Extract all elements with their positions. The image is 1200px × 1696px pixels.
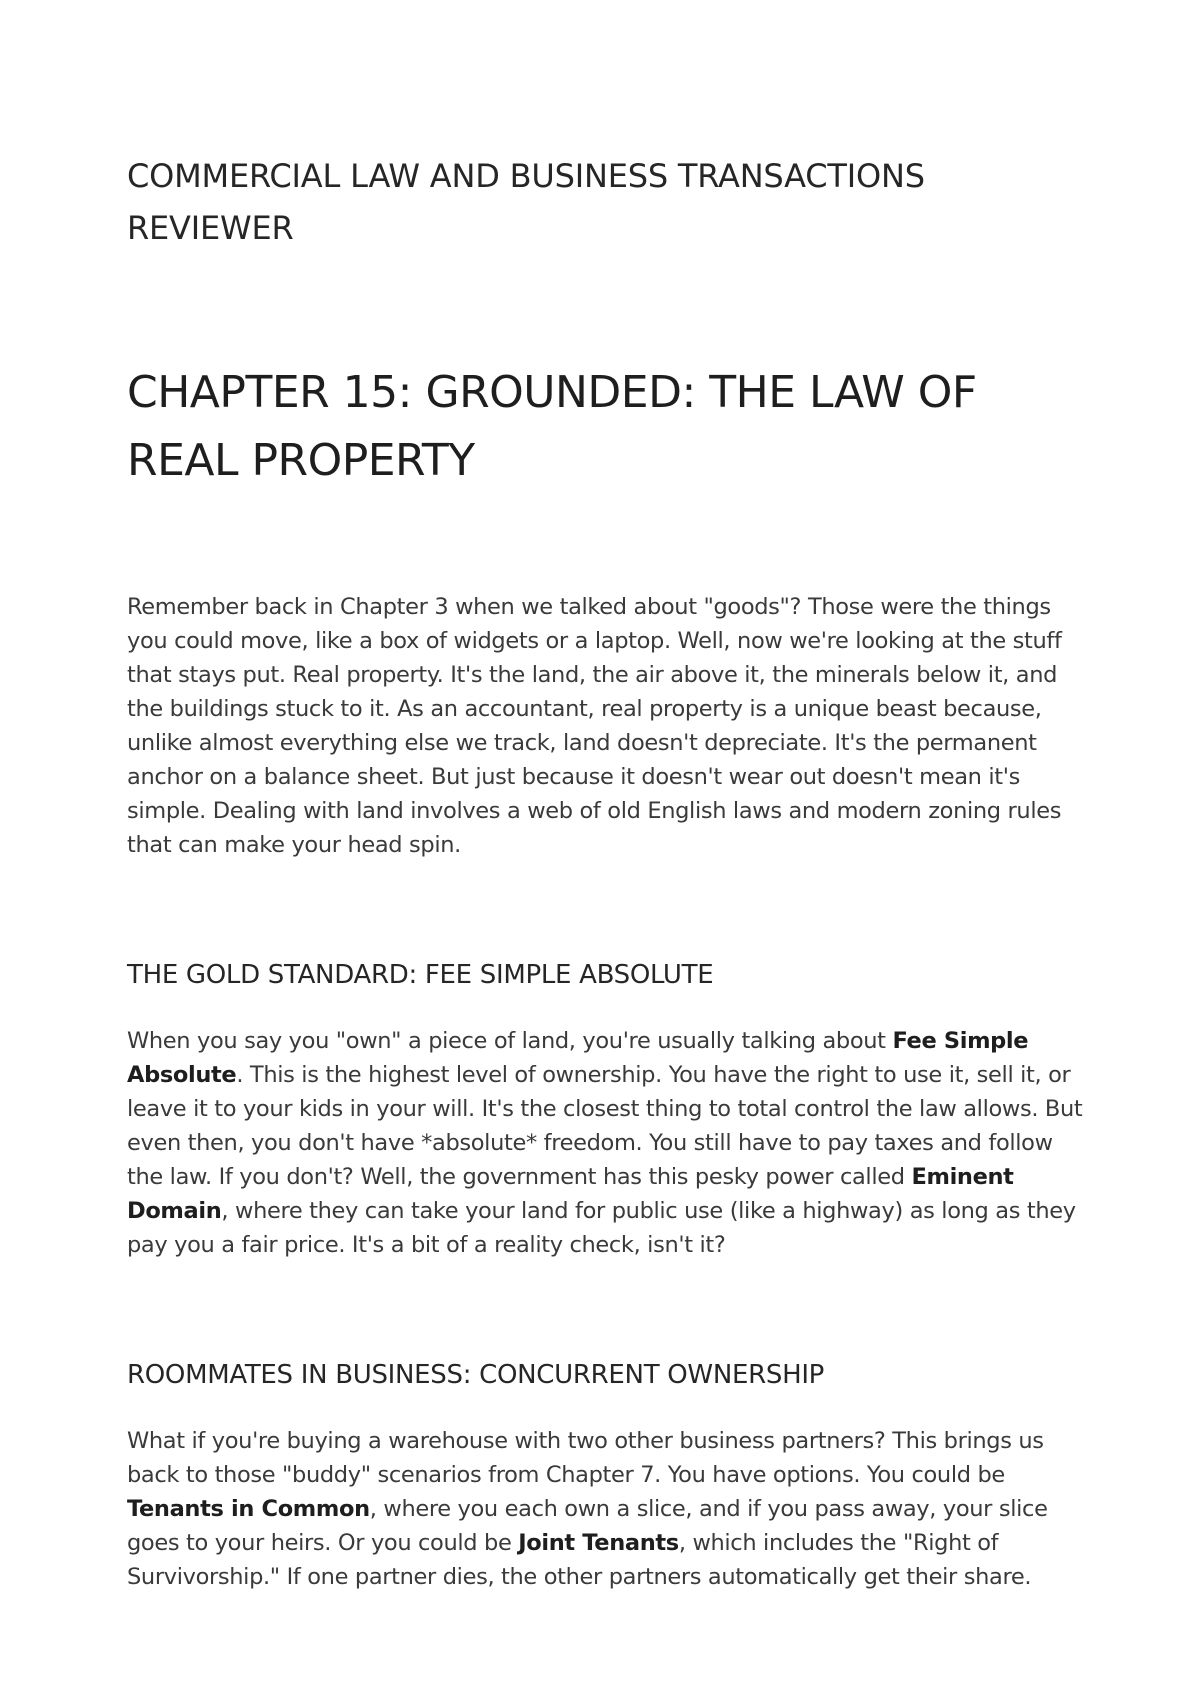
chapter-title: CHAPTER 15: GROUNDED: THE LAW OF REAL PROPERTY xyxy=(127,367,977,486)
document-content xyxy=(127,150,1087,1594)
bold-term: Eminent Domain xyxy=(127,1164,1014,1224)
bold-term: Tenants in Common xyxy=(127,1496,370,1522)
text-run: , where you each own a slice, and if you pass away, your slice goes to your heirs. Or you could be xyxy=(127,1496,1048,1556)
bold-term: Fee Simple Absolute xyxy=(127,1028,1029,1088)
section-concurrent-ownership xyxy=(127,1357,1087,1594)
text-run: What if you're buying a warehouse with two other business partners? This brings us back to those "buddy" scenarios from Chapter 7. You have options. You could be xyxy=(127,1428,1044,1488)
intro-paragraph: Remember back in Chapter 3 when we talked about "goods"? Those were the things you could move, like a box of widgets or a laptop. Well, now we're looking at the stuff that stays put. Real property. It's the land, the air above it, the minerals below it, and the buildings stuck to it. As an accountant, real property is a unique beast because, unlike almost everything else we track, land doesn't depreciate. It's the permanent anchor on a balance sheet. But just because it doesn't wear out doesn't mean it's simple. Dealing with land involves a web of old English laws and modern zoning rules that can make your head spin. xyxy=(127,594,1062,858)
bold-term: Joint Tenants xyxy=(518,1530,679,1556)
document-title: COMMERCIAL LAW AND BUSINESS TRANSACTIONS REVIEWER xyxy=(127,157,925,247)
text-run: , where they can take your land for public use (like a highway) as long as they pay you a fair price. It's a bit of a reality check, isn't it? xyxy=(127,1198,1076,1258)
text-run: , which includes the "Right of Survivorship." If one partner dies, the other partners automatically get their share. xyxy=(127,1530,1032,1590)
section-heading: THE GOLD STANDARD: FEE SIMPLE ABSOLUTE xyxy=(127,960,714,990)
text-run: When you say you "own" a piece of land, you're usually talking about xyxy=(127,1028,893,1054)
section-paragraph xyxy=(127,1024,1087,1262)
section-paragraph xyxy=(127,1424,1087,1594)
section-heading: ROOMMATES IN BUSINESS: CONCURRENT OWNERSHIP xyxy=(127,1360,825,1390)
text-run: . This is the highest level of ownership. You have the right to use it, sell it, or leave it to your kids in your will. It's the closest thing to total control the law allows. But even then, you don't have *absolute* freedom. You still have to pay taxes and follow the law. If you don't? Well, the government has this pesky power called xyxy=(127,1062,1083,1190)
section-fee-simple xyxy=(127,957,1087,1262)
